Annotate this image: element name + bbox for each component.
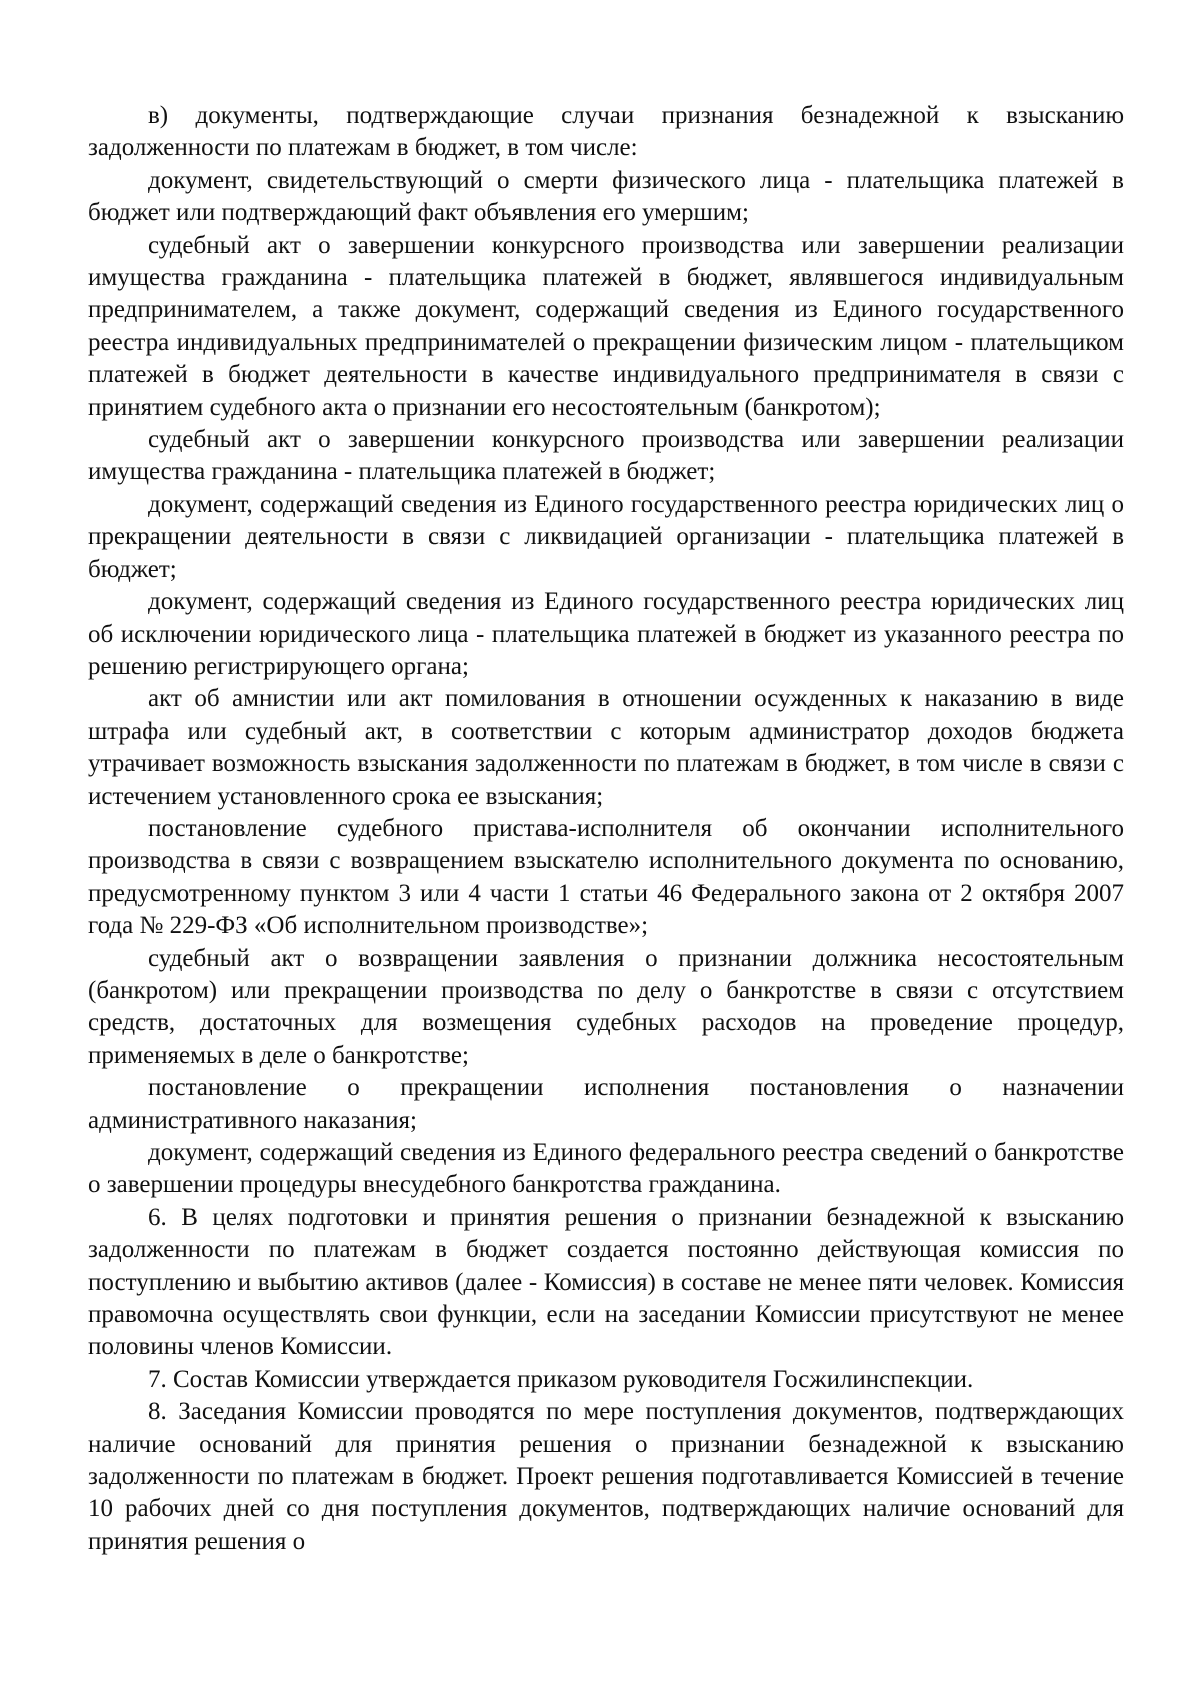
paragraph-item-6-commission: 6. В целях подготовки и принятия решения о признании безнадежной к взысканию задолженности по платежам в бюджет создается постоянно действующая комиссия по поступлению и выбытию активов (далее - Комиссия) в составе не менее пяти человек. Комиссия правомочна осуществлять свои функции, если на заседании Комиссии присутствуют не менее половины членов Комиссии. — [88, 1203, 1124, 1361]
paragraph-death-certificate: документ, свидетельствующий о смерти физического лица - плательщика платежей в бюджет или подтверждающий факт объявления его умершим; — [88, 166, 1124, 227]
paragraph-bankruptcy-entrepreneur: судебный акт о завершении конкурсного производства или завершении реализации имущества гражданина - плательщика платежей в бюджет, являвшегося индивидуальным предпринимателем, а также документ, содержащий сведения из Единого государственного реестра индивидуальных предпринимателей о прекращении физическим лицом - плательщиком платежей в бюджет деятельности в качестве индивидуального предпринимателя в связи с принятием судебного акта о признании его несостоятельным (банкротом); — [88, 231, 1124, 421]
paragraph-return-of-application: судебный акт о возвращении заявления о признании должника несостоятельным (банкротом) или прекращении производства по делу о банкротстве в связи с отсутствием средств, достаточных для возмещения судебных расходов на проведение процедур, применяемых в деле о банкротстве; — [88, 944, 1124, 1069]
paragraph-item-8-meetings: 8. Заседания Комиссии проводятся по мере поступления документов, подтверждающих наличие оснований для принятия решения о признании безнадежной к взысканию задолженности по платежам в бюджет. Проект решения подготавливается Комиссией в течение 10 рабочих дней со дня поступления документов, подтверждающих наличие оснований для принятия решения о — [88, 1398, 1124, 1555]
paragraph-bailiff-resolution: постановление судебного пристава-исполнителя об окончании исполнительного производства в связи с возвращением взыскателю исполнительного документа по основанию, предусмотренному пунктом 3 или 4 части 1 статьи 46 Федерального закона от 2 октября 2007 года № 229-ФЗ «Об исполнительном производстве»; — [88, 814, 1124, 940]
paragraph-liquidation: документ, содержащий сведения из Единого государственного реестра юридических лиц о прекращении деятельности в связи с ликвидацией организации - плательщика платежей в бюджет; — [88, 490, 1124, 583]
paragraph-item-7-composition: 7. Состав Комиссии утверждается приказом руководителя Госжилинспекции. — [148, 1365, 974, 1393]
paragraph-bankruptcy-citizen: судебный акт о завершении конкурсного производства или завершении реализации имущества гражданина - плательщика платежей в бюджет; — [88, 426, 1124, 486]
paragraph-extrajudicial-bankruptcy: документ, содержащий сведения из Единого федерального реестра сведений о банкротстве о завершении процедуры внесудебного банкротства гражданина. — [88, 1139, 1124, 1199]
paragraph-documents-list-intro: в) документы, подтверждающие случаи признания безнадежной к взысканию задолженности по платежам в бюджет, в том числе: — [88, 102, 1124, 162]
paragraph-termination-of-execution: постановление о прекращении исполнения постановления о назначении административного наказания; — [88, 1074, 1124, 1134]
document-page — [88, 100, 1124, 1670]
paragraph-amnesty: акт об амнистии или акт помилования в отношении осужденных к наказанию в виде штрафа или судебный акт, в соответствии с которым администратор доходов бюджета утрачивает возможность взыскания задолженности по платежам в бюджет, в том числе в связи с истечением установленного срока ее взыскания; — [88, 685, 1124, 810]
paragraph-exclusion-from-register: документ, содержащий сведения из Единого государственного реестра юридических лиц об исключении юридического лица - плательщика платежей в бюджет из указанного реестра по решению регистрирующего органа; — [88, 588, 1124, 680]
